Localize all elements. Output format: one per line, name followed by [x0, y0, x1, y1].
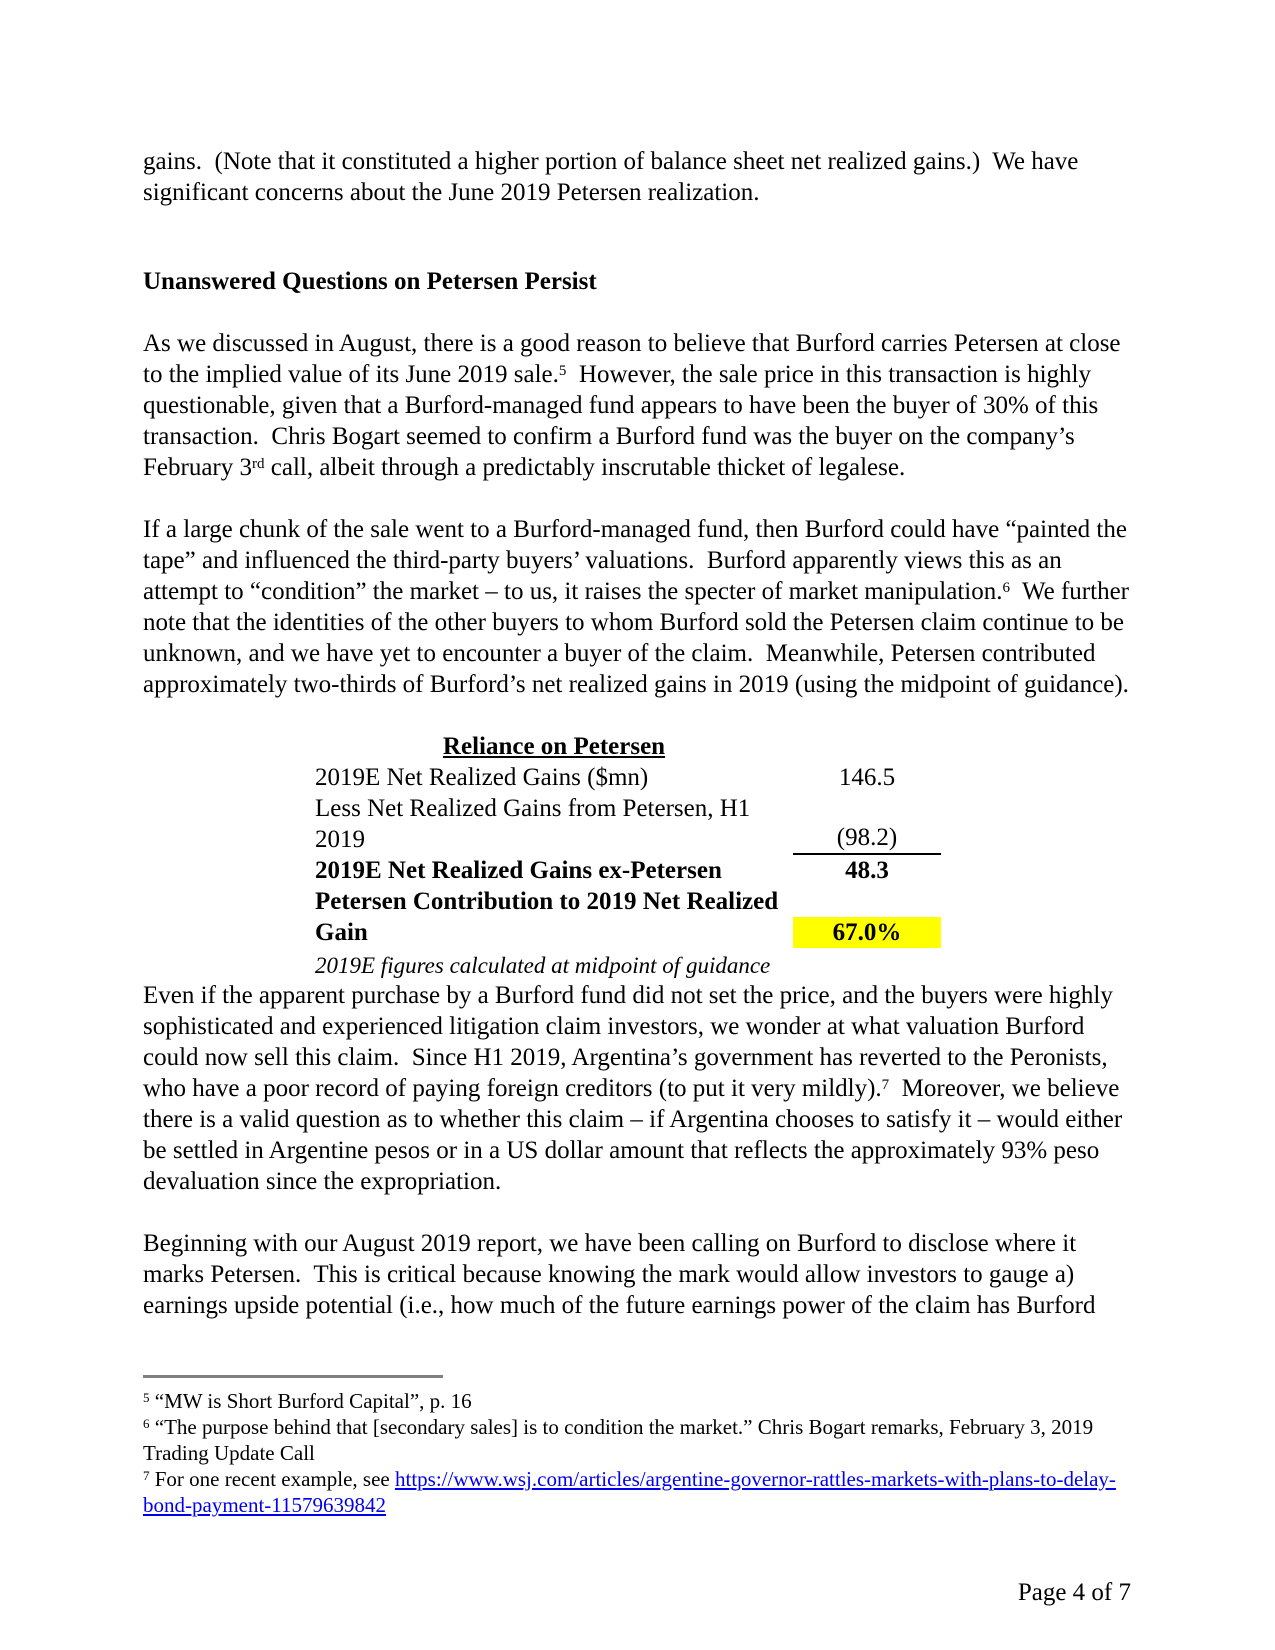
footnote-separator	[143, 1375, 443, 1378]
page-content	[143, 146, 1136, 1518]
row-value: 146.5	[838, 764, 896, 791]
row-label: 2019E Net Realized Gains ($mn)	[315, 764, 649, 791]
row-value: 48.3	[845, 857, 889, 884]
text-run: Moreover, we believe there is a valid question as to whether this claim – if Argentina chooses to satisfy it – would either be settled in Argentine pesos or in a US dollar amount that reflects the approximately 93% peso devaluation since the expropriation.	[143, 1075, 1129, 1195]
footnote-number: 7	[143, 1468, 150, 1484]
footnotes-section	[143, 1375, 1131, 1518]
reliance-table-rows	[315, 762, 941, 948]
table-row	[315, 793, 941, 855]
table-row	[315, 886, 941, 948]
row-value: (98.2)	[793, 822, 941, 855]
row-label: Less Net Realized Gains from Petersen, H1 2019	[315, 795, 751, 853]
paragraph-intro	[143, 146, 1131, 208]
footnote-ref: 6	[1002, 579, 1010, 596]
footnote-number: 5	[143, 1390, 150, 1406]
text-run: “MW is Short Burford Capital”, p. 16	[154, 1389, 472, 1413]
text-run: However, the sale price in this transaction is highly questionable, given that a Burford-managed fund appears to have been the buyer of 30% of this transaction. Chris Bogart seemed to confirm a Burford fund was the buyer on the company’s February 3	[143, 361, 1105, 481]
reliance-table-title: Reliance on Petersen	[442, 733, 666, 760]
reliance-table-note: 2019E figures calculated at midpoint of guidance	[315, 953, 771, 978]
row-label: 2019E Net Realized Gains ex-Petersen	[315, 857, 722, 884]
paragraph-painted-tape	[143, 514, 1136, 700]
footnote-list	[143, 1388, 1131, 1518]
text-run: Beginning with our August 2019 report, we have been calling on Burford to disclose where it marks Petersen. This is critical because knowing the mark would allow investors to gauge a) earnings upside potential (i.e., how much of the future earnings power of the claim has Burford	[143, 1230, 1096, 1319]
reliance-table	[315, 731, 941, 980]
footnote	[143, 1414, 1131, 1466]
row-label: Petersen Contribution to 2019 Net Realized Gain	[315, 888, 779, 946]
text-run: call, albeit through a predictably inscrutable thicket of legalese.	[264, 454, 906, 481]
row-value: 67.0%	[793, 917, 941, 948]
footnote	[143, 1466, 1131, 1518]
section-heading: Unanswered Questions on Petersen Persist	[143, 268, 597, 295]
text-run: gains. (Note that it constituted a higher portion of balance sheet net realized gains.) We have significant concerns about the June 2019 Petersen realization.	[143, 148, 1085, 206]
footnote-text	[143, 1415, 1098, 1465]
footnote-ref: 5	[558, 362, 567, 379]
text-run: Even if the apparent purchase by a Burford fund did not set the price, and the buyers were highly sophisticated and experienced litigation claim investors, we wonder at what valuation Burford could now sell this claim. Since H1 2019, Argentina’s government has reverted to the Peronists, who have a poor record of paying foreign creditors (to put it very mildly).	[143, 982, 1120, 1102]
text-run: “The purpose behind that [secondary sales] is to condition the market.” Chris Bogart remarks, February 3, 2019 Trading Update Call	[143, 1415, 1098, 1465]
paragraph-valuation	[143, 980, 1131, 1197]
paragraph-petersen-carry	[143, 328, 1131, 483]
text-run: If a large chunk of the sale went to a Burford-managed fund, then Burford could have “painted the tape” and influenced the third-party buyers’ valuations. Burford apparently views this as an attempt to “condition” the market – to us, it raises the specter of market manipulation.	[143, 516, 1134, 605]
page-number: Page 4 of 7	[1017, 1579, 1131, 1606]
footnote-number: 6	[143, 1416, 150, 1432]
footnote-text	[155, 1389, 472, 1413]
text-run: As we discussed in August, there is a good reason to believe that Burford carries Petersen at close to the implied value of its June 2019 sale.	[143, 330, 1127, 388]
table-row	[315, 762, 941, 793]
paragraph-disclosure	[143, 1228, 1131, 1321]
text-run: For one recent example, see	[154, 1467, 395, 1491]
footnote-ref: rd	[252, 455, 265, 472]
footnote	[143, 1388, 1131, 1414]
text-run: We further note that the identities of the other buyers to whom Burford sold the Petersen claim continue to be unknown, and we have yet to encounter a buyer of the claim. Meanwhile, Petersen contributed approximately two-thirds of Burford’s net realized gains in 2019 (using the midpoint of guidance).	[143, 578, 1136, 698]
footnote-text	[143, 1467, 1116, 1517]
footnote-ref: 7	[881, 1076, 890, 1093]
table-row	[315, 855, 941, 886]
wsj-article-link[interactable]: https://www.wsj.com/articles/argentine-governor-rattles-markets-with-plans-to-delay-bond-payment-11579639842	[143, 1467, 1116, 1517]
